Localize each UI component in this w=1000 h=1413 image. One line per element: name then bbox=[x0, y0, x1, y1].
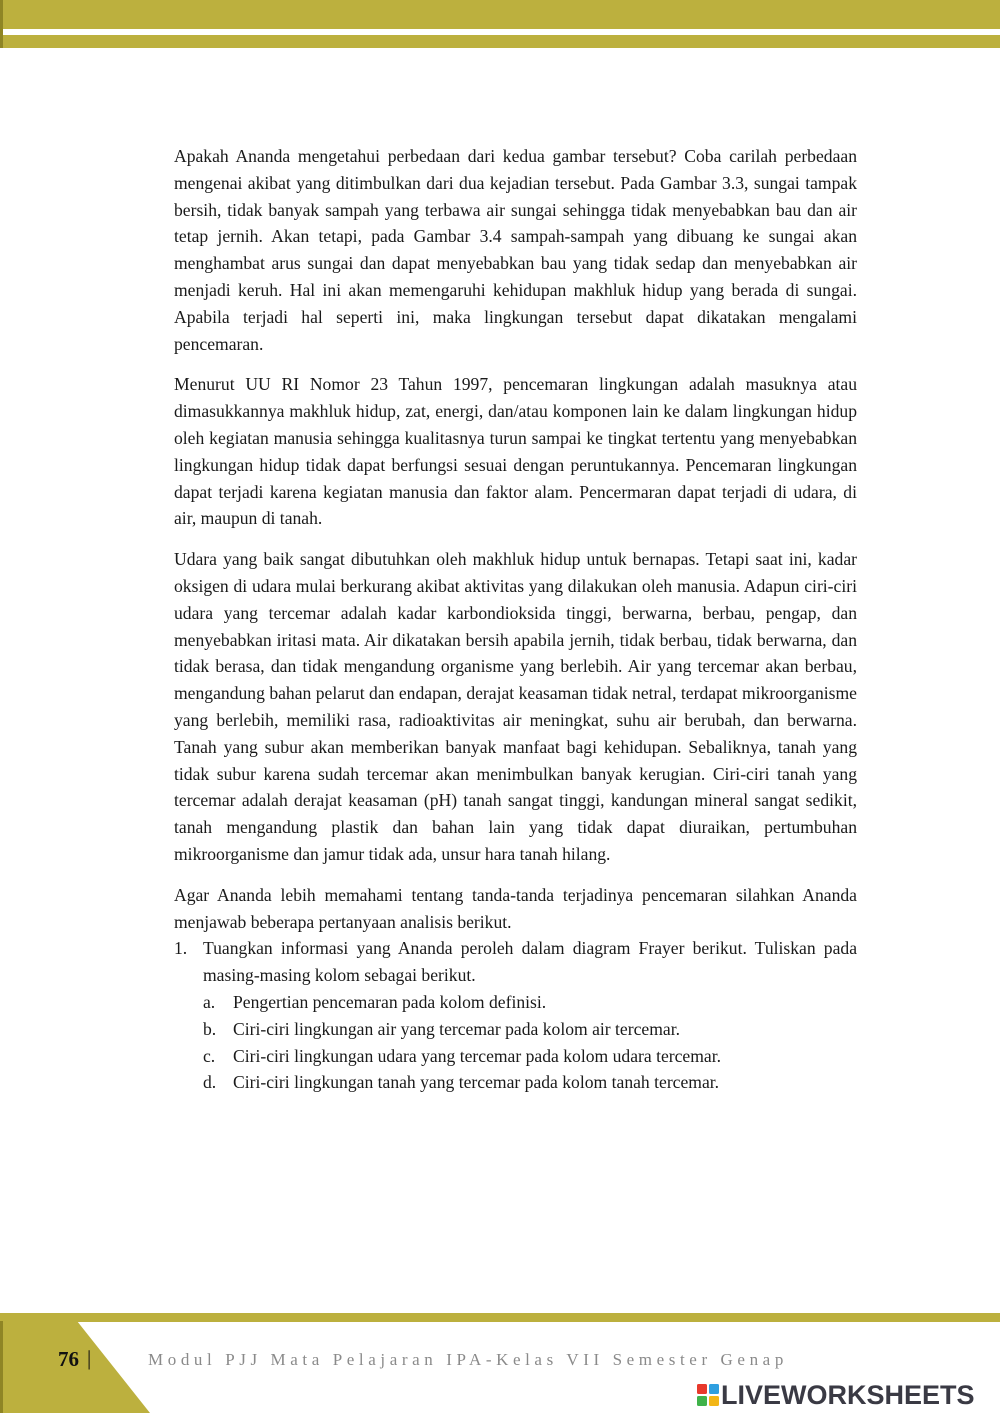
running-title: Modul PJJ Mata Pelajaran IPA-Kelas VII Semester Genap bbox=[148, 1350, 788, 1369]
question-sublist bbox=[203, 989, 857, 1096]
page-number-separator: | bbox=[87, 1346, 92, 1370]
question-item bbox=[174, 935, 857, 1096]
sublist-item bbox=[203, 1069, 857, 1096]
question-number: 1. bbox=[174, 938, 188, 959]
sublist-item bbox=[203, 989, 857, 1016]
header-decoration bbox=[0, 0, 1000, 48]
watermark-text: LIVEWORKSHEETS bbox=[721, 1379, 975, 1410]
page-content bbox=[174, 143, 857, 1096]
page-number: 76 bbox=[58, 1347, 79, 1371]
header-bar-top bbox=[0, 0, 1000, 29]
question-text: Tuangkan informasi yang Ananda peroleh dalam diagram Frayer berikut. Tuliskan pada masing-masing kolom sebagai berikut. bbox=[203, 938, 857, 986]
sublist-item bbox=[203, 1016, 857, 1043]
sublist-letter: a. bbox=[203, 991, 216, 1012]
sublist-text: Pengertian pencemaran pada kolom definisi. bbox=[233, 991, 547, 1012]
header-bar-bottom bbox=[0, 35, 1000, 48]
liveworksheets-logo-icon bbox=[697, 1384, 719, 1406]
paragraph-definition: Menurut UU RI Nomor 23 Tahun 1997, pencemaran lingkungan adalah masuknya atau dimasukkannya makhluk hidup, zat, energi, dan/atau komponen lain ke dalam lingkungan hidup oleh kegiatan manusia sehingga kualitasnya turun sampai ke tingkat tertentu yang menyebabkan lingkungan hidup tidak dapat berfungsi sesuai dengan peruntukannya. Pencemaran lingkungan dapat terjadi karena kegiatan manusia dan faktor alam. Pencermaran dapat terjadi di udara, di air, maupun di tanah. bbox=[174, 374, 857, 529]
sublist-text: Ciri-ciri lingkungan udara yang tercemar pada kolom udara tercemar. bbox=[233, 1045, 722, 1066]
sublist-item bbox=[203, 1043, 857, 1070]
paragraph-intro: Apakah Ananda mengetahui perbedaan dari kedua gambar tersebut? Coba carilah perbedaan mengenai akibat yang ditimbulkan dari dua kejadian tersebut. Pada Gambar 3.3, sungai tampak bersih, tidak banyak sampah yang terbawa air sungai sehingga tidak menyebabkan bau dan air tetap jernih. Akan tetapi, pada Gambar 3.4 sampah-sampah yang dibuang ke sungai akan menghambat arus sungai dan dapat menyebabkan bau yang tidak sedap dan menyebabkan air menjadi keruh. Hal ini akan memengaruhi kehidupan makhluk hidup yang berada di sungai. Apabila terjadi hal seperti ini, maka lingkungan tersebut dapat dikatakan mengalami pencemaran. bbox=[174, 146, 857, 354]
sublist-text: Ciri-ciri lingkungan air yang tercemar pada kolom air tercemar. bbox=[233, 1018, 680, 1039]
paragraph-instructions: Agar Ananda lebih memahami tentang tanda-tanda terjadinya pencemaran silahkan Ananda menjawab beberapa pertanyaan analisis berikut. bbox=[174, 884, 857, 932]
paragraph-characteristics: Udara yang baik sangat dibutuhkan oleh makhluk hidup untuk bernapas. Tetapi saat ini, kadar oksigen di udara mulai berkurang akibat aktivitas yang dilakukan oleh manusia. Adapun ciri-ciri udara yang tercemar adalah kadar karbondioksida tinggi, berwarna, berbau, pengap, dan menyebabkan iritasi mata. Air dikatakan bersih apabila jernih, tidak berbau, tidak berwarna, dan tidak berasa, dan tidak mengandung organisme yang berlebih. Air yang tercemar akan berbau, mengandung bahan pelarut dan endapan, derajat keasaman tidak netral, terdapat mikroorganisme yang berlebih, memiliki rasa, radioaktivitas air meningkat, suhu air berubah, dan berwarna. Tanah yang subur akan memberikan banyak manfaat bagi kehidupan. Sebaliknya, tanah yang tidak subur karena sudah tercemar akan menimbulkan banyak kerugian. Ciri-ciri tanah yang tercemar adalah derajat keasaman (pH) tanah sangat tinggi, kandungan mineral sangat sedikit, tanah mengandung plastik dan bahan lain yang tidak dapat diuraikan, pertumbuhan mikroorganisme dan jamur tidak ada, unsur hara tanah hilang. bbox=[174, 549, 857, 864]
page-footer bbox=[0, 1313, 1000, 1413]
liveworksheets-watermark[interactable] bbox=[697, 1378, 975, 1412]
sublist-letter: b. bbox=[203, 1018, 217, 1039]
sublist-text: Ciri-ciri lingkungan tanah yang tercemar pada kolom tanah tercemar. bbox=[233, 1072, 720, 1093]
sublist-letter: d. bbox=[203, 1072, 217, 1093]
sublist-letter: c. bbox=[203, 1045, 216, 1066]
